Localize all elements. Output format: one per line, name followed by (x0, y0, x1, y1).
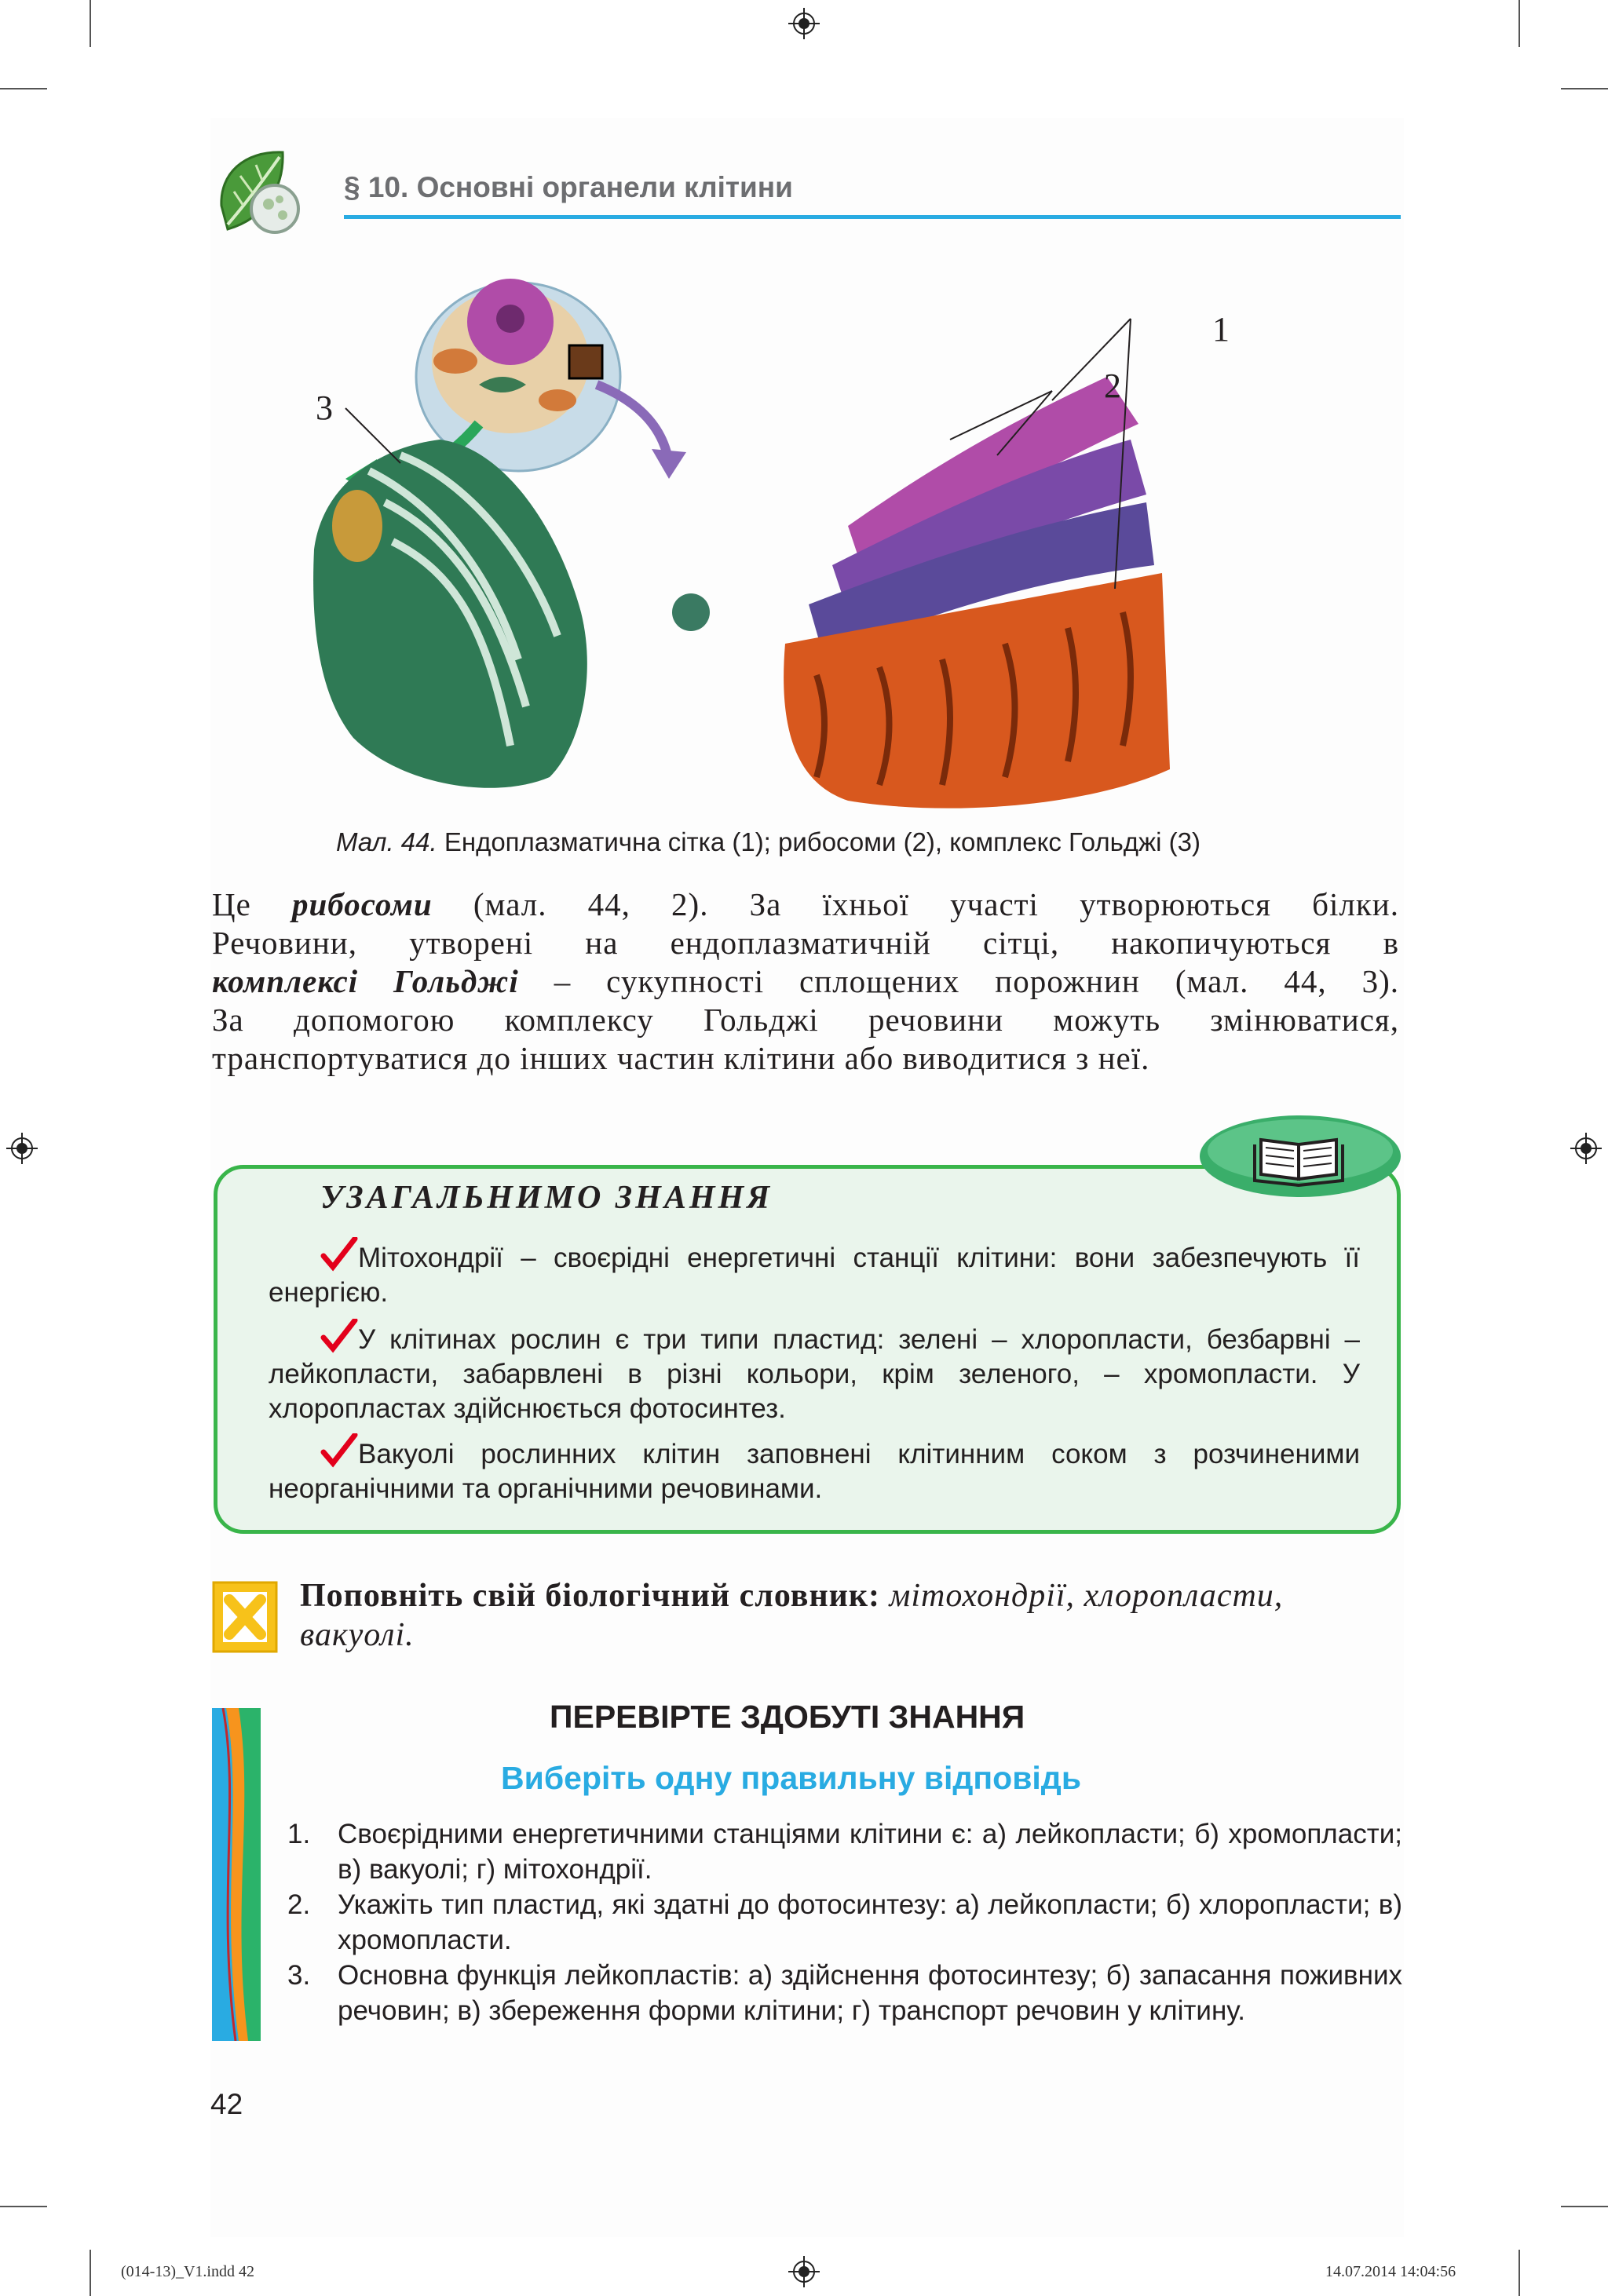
dictionary-lead: Поповніть свій біологічний словник: (300, 1578, 881, 1614)
figure-label-1: 1 (1212, 310, 1230, 349)
dictionary-icon (212, 1581, 278, 1653)
term-ribosomes: рибосоми (291, 886, 433, 922)
golgi-complex-image (313, 440, 710, 788)
trim-mark (1518, 2250, 1520, 2296)
registration-mark-icon (788, 8, 820, 39)
paragraph-line: Речовини, утворені на ендоплазматичній сітці, накопичуються в (212, 925, 1399, 961)
figure-label-2: 2 (1104, 367, 1121, 405)
question-text: Укажіть тип пластид, які здатні до фотосинтезу: а) лейкопласти; б) хлоропласти; в) хромопласти. (338, 1889, 1402, 1955)
trim-mark (90, 0, 91, 47)
check-icon (320, 1237, 358, 1272)
caption-prefix: Мал. 44. (336, 827, 437, 856)
question-number: 1. (287, 1819, 311, 1849)
page-number: 42 (210, 2088, 243, 2120)
trim-mark (90, 2250, 91, 2296)
question-item (287, 1887, 1402, 1958)
summary-bullet: У клітинах рослин є три типи пластид: зелені – хлоропласти, безбарвні – лейкопласти, забарвлені в різні кольори, крім зеленого, – хромопласти. У хлоропластах здійснюється фотосинтез. (269, 1319, 1360, 1426)
body-paragraph (212, 885, 1399, 1078)
book-icon (1198, 1113, 1402, 1199)
test-title: ПЕРЕВІРТЕ ЗДОБУТІ ЗНАННЯ (550, 1699, 1025, 1735)
test-subtitle: Виберіть одну правильну відповідь (501, 1760, 1082, 1796)
registration-mark-icon (788, 2256, 820, 2287)
paragraph-line: комплексі Гольджі – сукупності сплощених порожнин (мал. 44, 3). (212, 963, 1399, 999)
leaf-cell-icon (212, 143, 314, 240)
header-rule (344, 215, 1401, 219)
question-text: Своєрідними енергетичними станціями клітини є: а) лейкопласти; б) хромопласти; в) вакуолі; г) мітохондрії. (338, 1819, 1402, 1885)
organelles-illustration (298, 267, 1319, 816)
question-item (287, 1816, 1402, 1887)
registration-mark-icon (1570, 1133, 1602, 1164)
paragraph-line: За допомогою комплексу Гольджі речовини можуть змінюватися, (212, 1002, 1399, 1038)
summary-title: УЗАГАЛЬНИМО ЗНАННЯ (320, 1180, 773, 1216)
slug-file-info: (014-13)_V1.indd 42 (121, 2263, 254, 2280)
trim-mark (1561, 88, 1608, 89)
caption-text: Ендоплазматична сітка (1); рибосоми (2), комплекс Гольджі (3) (437, 827, 1201, 856)
trim-mark (0, 2206, 47, 2207)
question-number: 3. (287, 1960, 311, 1991)
check-icon (320, 1319, 358, 1353)
paragraph-line: транспортуватися до інших частин клітини або виводитися з неї. (212, 1040, 1150, 1076)
term-golgi: комплексі Гольджі (212, 963, 519, 999)
decorative-side-band (212, 1708, 261, 2041)
slug-timestamp: 14.07.2014 14:04:56 (1325, 2263, 1456, 2280)
dictionary-text (300, 1576, 1403, 1655)
question-text: Основна функція лейкопластів: а) здійснення фотосинтезу; б) запасання поживних речовин; в) збереження форми клітини; г) транспорт речовин у клітину. (338, 1960, 1402, 2026)
dictionary-terms: мітохондрії, хлоропласти, вакуолі. (300, 1578, 1284, 1653)
question-item (287, 1958, 1402, 2028)
trim-mark (1561, 2206, 1608, 2207)
summary-bullet: Вакуолі рослинних клітин заповнені клітинним соком з розчиненими неорганічними та органічними речовинами. (269, 1433, 1360, 1506)
check-icon (320, 1433, 358, 1468)
endoplasmic-reticulum-image (784, 377, 1170, 809)
figure-label-3: 3 (316, 389, 333, 427)
question-number: 2. (287, 1889, 311, 1920)
paragraph-line: Це рибосоми (мал. 44, 2). За їхньої участі утворюються білки. (212, 886, 1399, 922)
figure-caption (336, 827, 1201, 857)
registration-mark-icon (6, 1133, 38, 1164)
summary-bullet: Мітохондрії – своєрідні енергетичні станції клітини: вони забезпечують її енергією. (269, 1237, 1360, 1310)
trim-mark (1518, 0, 1520, 47)
question-list (287, 1816, 1402, 2028)
section-title: § 10. Основні органели клітини (344, 171, 793, 203)
trim-mark (0, 88, 47, 89)
